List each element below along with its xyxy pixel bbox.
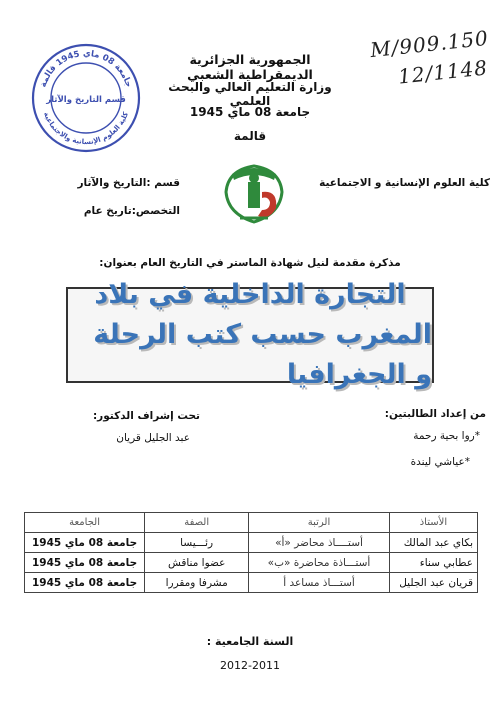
university-name: جامعة 08 ماي 1945 [189, 105, 311, 119]
republic-title: الجمهورية الجزائرية الديمقراطية الشعبي [187, 52, 313, 82]
jury-member-role: عضوا مناقش [145, 553, 249, 573]
table-row [25, 533, 478, 553]
jury-member-university: جامعة 08 ماي 1945 [25, 533, 145, 553]
jury-table [24, 512, 478, 593]
thesis-title-line-1: التجارة الداخلية في بلاد [94, 279, 406, 310]
jury-member-role: مشرفا ومقررا [145, 573, 249, 593]
faculty-name: كلية العلوم الإنسانية و الاجتماعية [319, 177, 490, 189]
jury-member-name: بكاي عبد المالك [389, 533, 477, 553]
city-name: قالمة [233, 129, 267, 143]
academic-year: 2012-2011 [220, 659, 280, 672]
thesis-title-box [66, 279, 434, 390]
handwritten-number: 12/1148 [396, 55, 490, 89]
jury-member-name: عطابي سناء [389, 553, 477, 573]
jury-header-row [25, 513, 478, 533]
specialty: التخصص:تاريخ عام [83, 205, 180, 217]
jury-member-university: جامعة 08 ماي 1945 [25, 573, 145, 593]
thesis-title-line-2: المغرب حسب كتب الرحلة و الجغرافيا [93, 319, 432, 390]
department-name: قسم :التاريخ والآثار [77, 177, 180, 189]
jury-member-rank: أستــــاذ محاضر «أ» [249, 533, 390, 553]
jury-member-rank: أستـــاذة محاضرة «ب» [249, 553, 390, 573]
stamp-bottom-text: كلية العلوم الإنسانية والاجتماعية [42, 110, 130, 147]
stamp-top-text: جامعة 08 ماي 1945 قالمة [38, 48, 134, 89]
students-heading: من إعداد الطالبتين: [384, 408, 486, 420]
jury-header-rank: الرتبة [249, 513, 390, 533]
jury-member-university: جامعة 08 ماي 1945 [25, 553, 145, 573]
jury-member-rank: أستـــاذ مساعد أ [249, 573, 390, 593]
jury-header-professor: الأستاذ [389, 513, 477, 533]
supervisor-heading: تحت إشراف الدكتور: [92, 410, 200, 422]
university-logo [218, 158, 290, 230]
table-row [25, 553, 478, 573]
supervisor-name: عبد الجليل قريان [116, 432, 190, 444]
student-name-1: *روا بحية رحمة [413, 430, 480, 442]
svg-text:جامعة 08 ماي 1945 قالمة [39, 49, 134, 89]
table-row [25, 573, 478, 593]
jury-header-role: الصفة [145, 513, 249, 533]
ministry-title: وزارة التعليم العالي والبحث العلمي [168, 80, 332, 108]
handwritten-reference: M/909.150 [369, 25, 490, 63]
academic-year-label: السنة الجامعية : [206, 635, 294, 648]
jury-member-name: قريان عبد الجليل [389, 573, 477, 593]
student-name-2: *عياشي ليندة [410, 456, 470, 468]
jury-header-university: الجامعة [25, 513, 145, 533]
thesis-intro: مذكرة مقدمة لنيل شهادة الماستر في التاريخ العام بعنوان: [99, 257, 401, 269]
jury-member-role: رئـــيسا [145, 533, 249, 553]
stamp-department: قسم التاريخ والآثار [46, 95, 126, 105]
university-stamp [30, 42, 142, 154]
